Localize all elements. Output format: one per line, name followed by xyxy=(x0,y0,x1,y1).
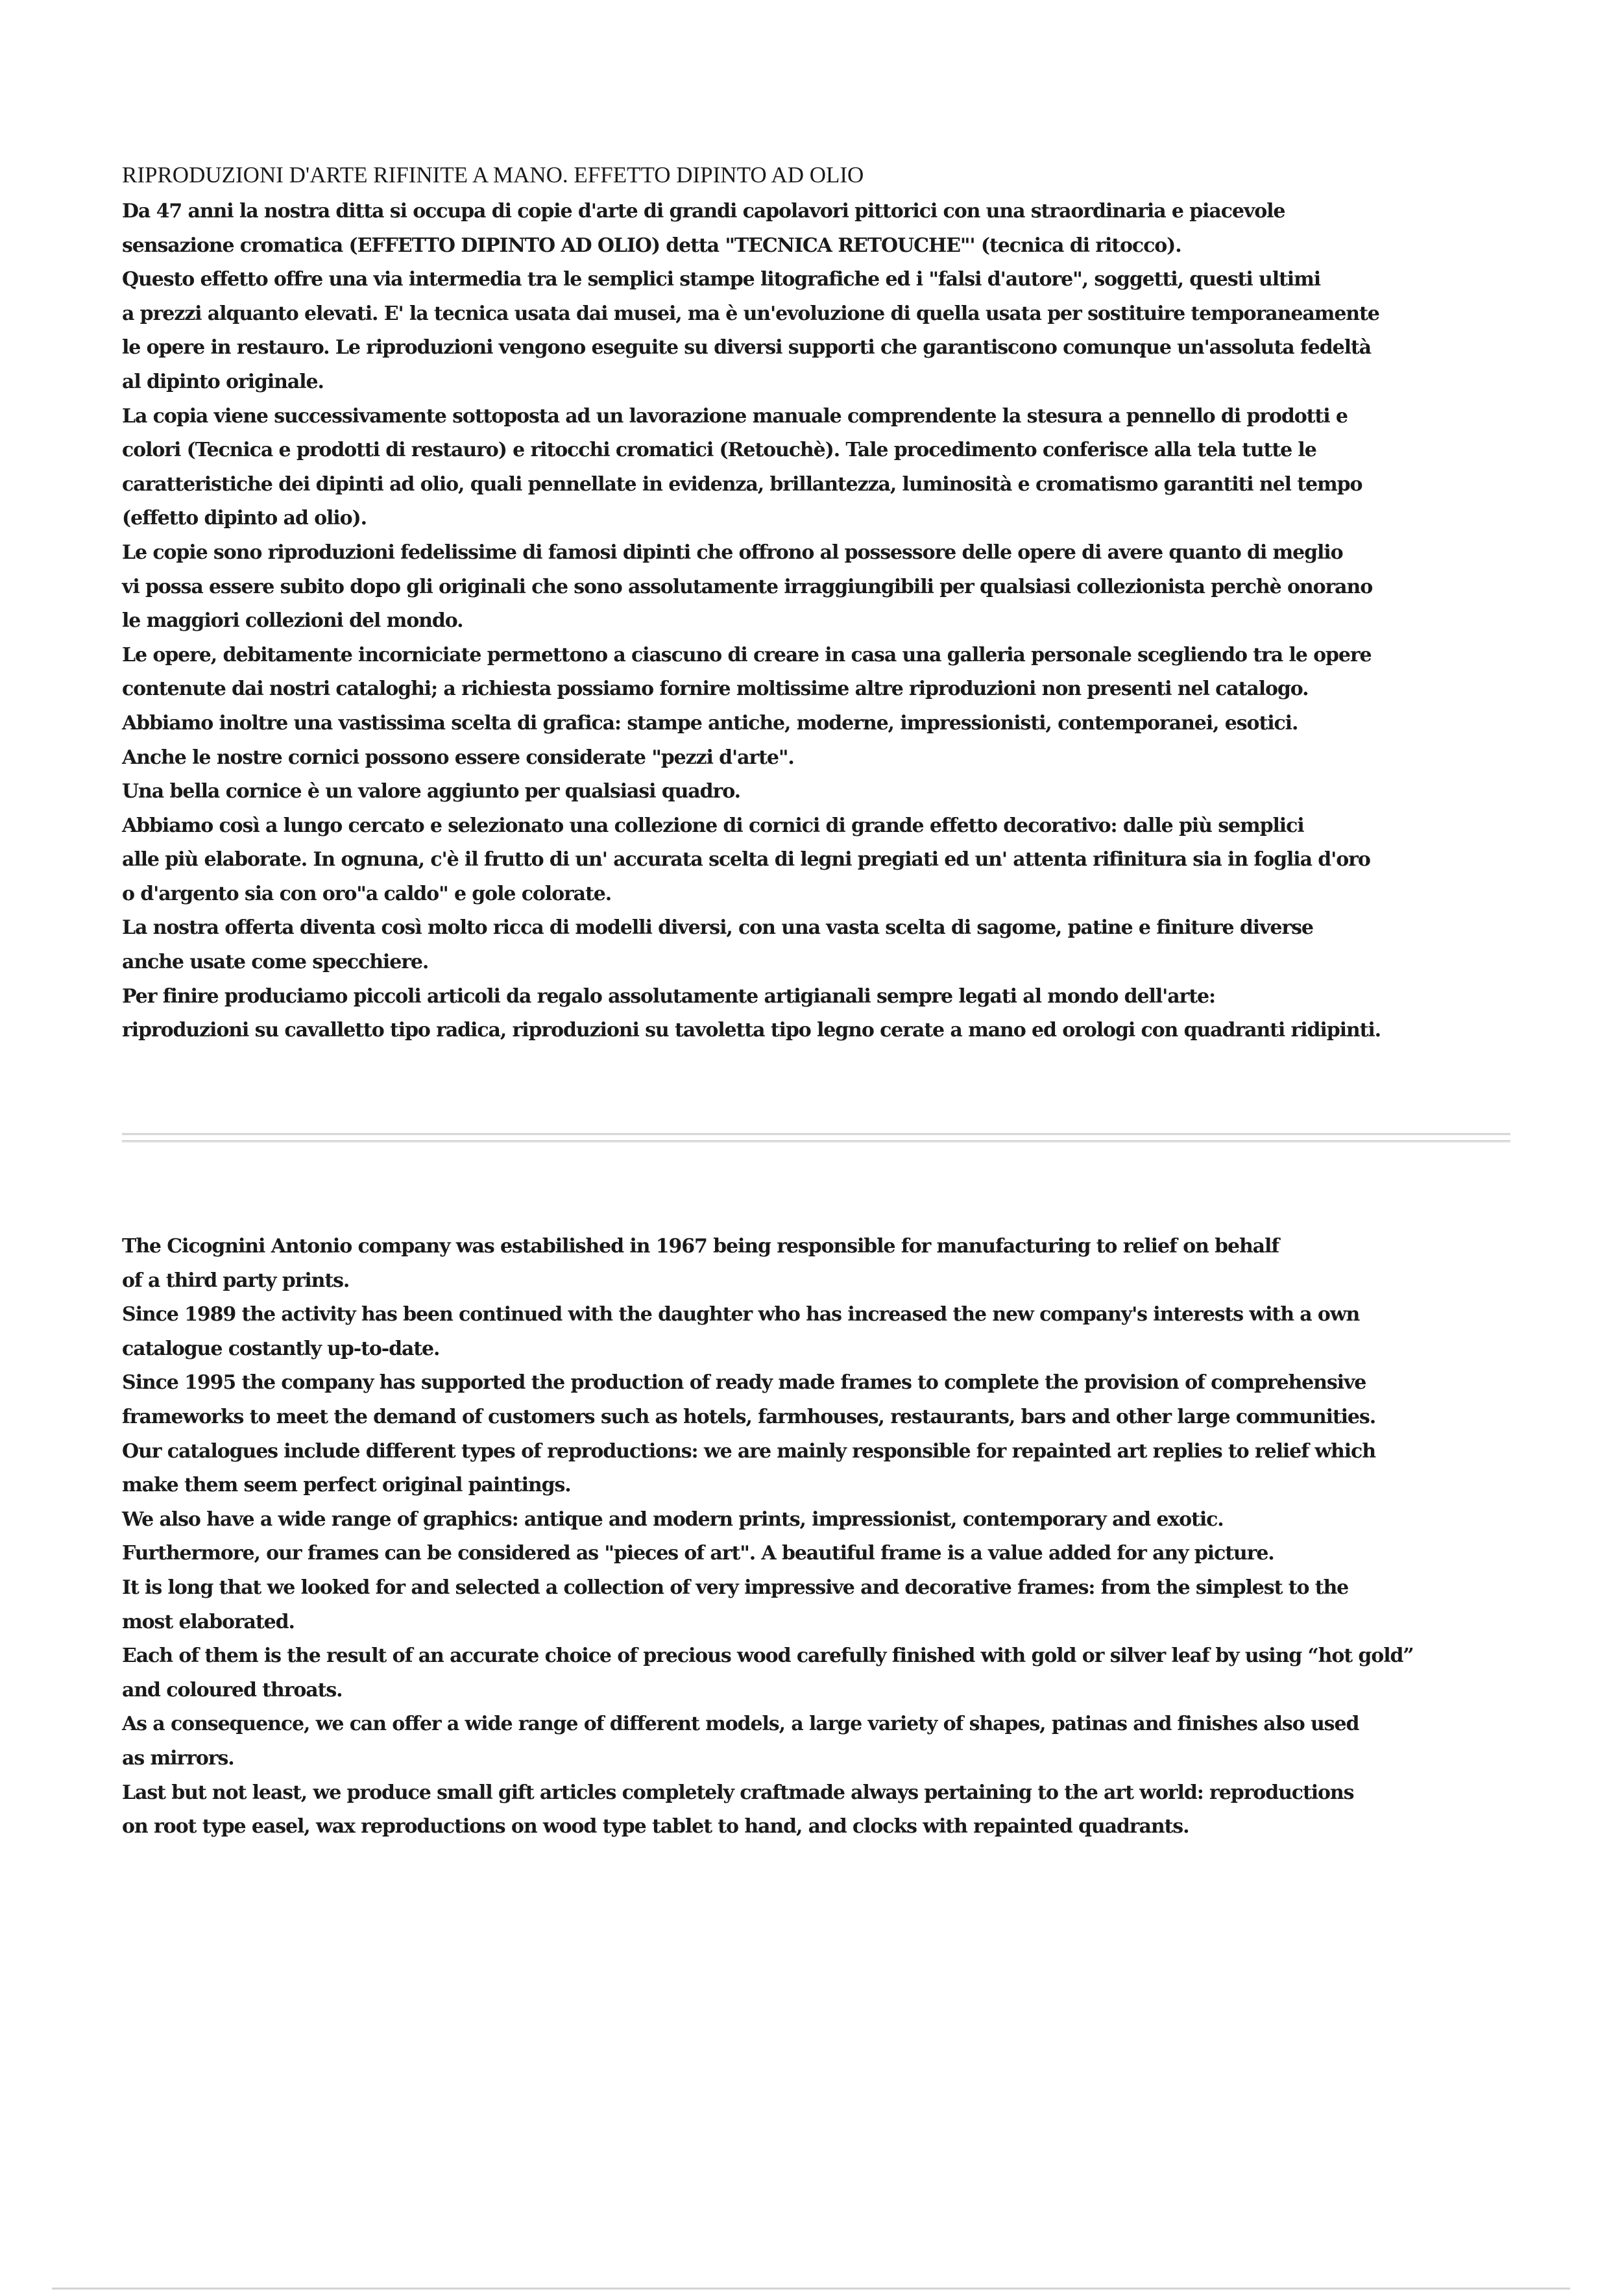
italian-text-line: Una bella cornice è un valore aggiunto per qualsiasi quadro. xyxy=(122,780,740,803)
english-text-line: The Cicognini Antonio company was estabilished in 1967 being responsible for manufacturing to relief on behalf xyxy=(122,1235,1279,1258)
italian-text-line: colori (Tecnica e prodotti di restauro) e ritocchi cromatici (Retouchè). Tale procedimento conferisce alla tela tutte le xyxy=(122,439,1316,462)
italian-text-line: riproduzioni su cavalletto tipo radica, riproduzioni su tavoletta tipo legno cerate a mano ed orologi con quadranti ridipinti. xyxy=(122,1019,1381,1042)
italian-text-line: vi possa essere subito dopo gli originali che sono assolutamente irraggiungibili per qualsiasi collezionista perchè onorano xyxy=(122,575,1373,598)
italian-text-line: (effetto dipinto ad olio). xyxy=(122,507,367,530)
italian-title: RIPRODUZIONI D'ARTE RIFINITE A MANO. EFFETTO DIPINTO AD OLIO xyxy=(122,162,864,188)
italian-text-line: sensazione cromatica (EFFETTO DIPINTO AD OLIO) detta "TECNICA RETOUCHE"' (tecnica di ritocco). xyxy=(122,234,1181,257)
english-text-line: Since 1995 the company has supported the production of ready made frames to complete the provision of comprehensive xyxy=(122,1371,1366,1395)
english-text-line: Since 1989 the activity has been continued with the daughter who has increased the new company's interests with a own xyxy=(122,1303,1360,1326)
english-text-line: Each of them is the result of an accurate choice of precious wood carefully finished with gold or silver leaf by using “hot gold” xyxy=(122,1644,1414,1668)
italian-text-line: La nostra offerta diventa così molto ricca di modelli diversi, con una vasta scelta di sagome, patine e finiture diverse xyxy=(122,916,1313,940)
italian-text-line: Per finire produciamo piccoli articoli da regalo assolutamente artigianali sempre legati al mondo dell'arte: xyxy=(122,984,1215,1008)
italian-text-line: Le opere, debitamente incorniciate permettono a ciascuno di creare in casa una galleria personale scegliendo tra le opere xyxy=(122,643,1372,666)
english-text-line: catalogue costantly up-to-date. xyxy=(122,1337,440,1360)
english-text-line: Furthermore, our frames can be considered as "pieces of art". A beautiful frame is a value added for any picture. xyxy=(122,1542,1274,1565)
italian-text-line: anche usate come specchiere. xyxy=(122,951,429,974)
italian-text-line: Le copie sono riproduzioni fedelissime di famosi dipinti che offrono al possessore delle opere di avere quanto di meglio xyxy=(122,541,1343,564)
english-text-line: and coloured throats. xyxy=(122,1678,343,1702)
italian-text-line: Questo effetto offre una via intermedia tra le semplici stampe litografiche ed i "falsi d'autore", soggetti, questi ultimi xyxy=(122,268,1321,291)
italian-text-line: alle più elaborate. In ognuna, c'è il frutto di un' accurata scelta di legni pregiati ed un' attenta rifinitura sia in foglia d'oro xyxy=(122,848,1370,872)
english-text-line: on root type easel, wax reproductions on wood type tablet to hand, and clocks with repainted quadrants. xyxy=(122,1815,1189,1838)
english-text-line: of a third party prints. xyxy=(122,1269,350,1292)
italian-text-line: Abbiamo inoltre una vastissima scelta di grafica: stampe antiche, moderne, impressionisti, contemporanei, esotici. xyxy=(122,711,1298,735)
italian-text-line: a prezzi alquanto elevati. E' la tecnica usata dai musei, ma è un'evoluzione di quella usata per sostituire temporaneamente xyxy=(122,302,1379,325)
italian-text-line: caratteristiche dei dipinti ad olio, quali pennellate in evidenza, brillantezza, luminosità e cromatismo garantiti nel tempo xyxy=(122,472,1362,496)
section-separator xyxy=(122,1133,1510,1142)
italian-text-block xyxy=(122,195,1575,1048)
english-text-block xyxy=(122,1230,1575,1844)
italian-text-line: o d'argento sia con oro"a caldo" e gole colorate. xyxy=(122,882,612,905)
english-text-line: frameworks to meet the demand of customers such as hotels, farmhouses, restaurants, bars and other large communities. xyxy=(122,1405,1376,1428)
italian-text-line: Abbiamo così a lungo cercato e selezionato una collezione di cornici di grande effetto decorativo: dalle più semplici xyxy=(122,814,1304,837)
italian-text-line: le maggiori collezioni del mondo. xyxy=(122,609,463,633)
english-text-line: As a consequence, we can offer a wide range of different models, a large variety of shapes, patinas and finishes also used xyxy=(122,1713,1359,1736)
english-text-line: as mirrors. xyxy=(122,1746,234,1770)
italian-text-line: le opere in restauro. Le riproduzioni vengono eseguite su diversi supporti che garantiscono comunque un'assoluta fedeltà xyxy=(122,336,1371,360)
english-text-line: most elaborated. xyxy=(122,1610,295,1633)
english-text-line: Our catalogues include different types of reproductions: we are mainly responsible for repainted art replies to relief which xyxy=(122,1439,1375,1463)
english-text-line: Last but not least, we produce small gift articles completely craftmade always pertaining to the art world: reproductions xyxy=(122,1781,1354,1804)
italian-text-line: Anche le nostre cornici possono essere considerate "pezzi d'arte". xyxy=(122,746,794,769)
italian-text-line: La copia viene successivamente sottoposta ad un lavorazione manuale comprendente la stesura a pennello di prodotti e xyxy=(122,404,1348,428)
italian-text-line: contenute dai nostri cataloghi; a richiesta possiamo fornire moltissime altre riproduzioni non presenti nel catalogo. xyxy=(122,678,1309,701)
page-bottom-rule xyxy=(52,2288,1570,2290)
english-text-line: It is long that we looked for and selected a collection of very impressive and decorative frames: from the simplest to the xyxy=(122,1576,1349,1599)
english-text-line: We also have a wide range of graphics: antique and modern prints, impressionist, contemporary and exotic. xyxy=(122,1508,1224,1531)
english-text-line: make them seem perfect original paintings. xyxy=(122,1474,571,1497)
italian-text-line: Da 47 anni la nostra ditta si occupa di copie d'arte di grandi capolavori pittorici con una straordinaria e piacevole xyxy=(122,200,1285,223)
italian-text-line: al dipinto originale. xyxy=(122,370,324,393)
